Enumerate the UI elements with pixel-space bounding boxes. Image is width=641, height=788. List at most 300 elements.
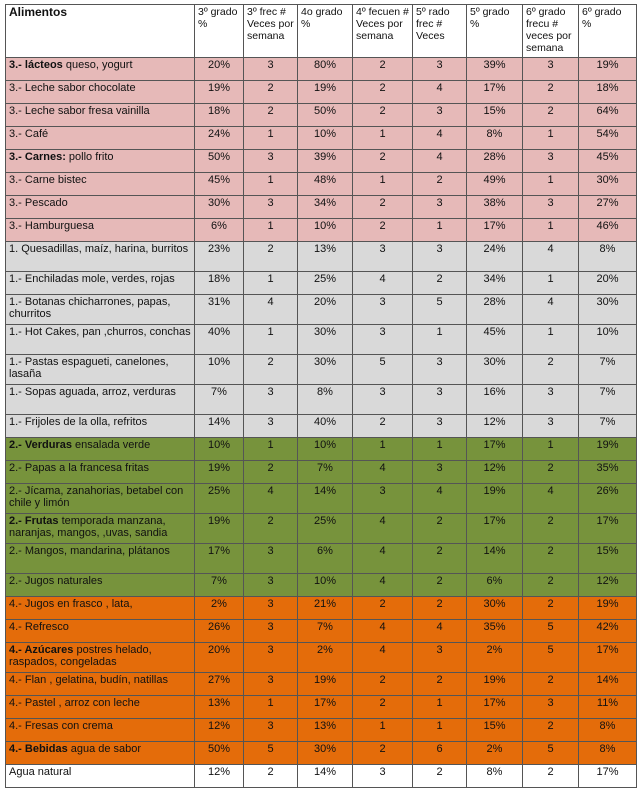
value-cell: 50% xyxy=(195,150,244,173)
header-column-6: 5º grado % xyxy=(467,5,523,58)
value-cell: 3 xyxy=(244,574,298,597)
value-cell: 12% xyxy=(195,719,244,742)
table-row xyxy=(6,643,637,673)
food-description: temporada manzana, naranjas, mangos, ,uvas, sandia xyxy=(9,515,168,539)
value-cell: 20% xyxy=(195,58,244,81)
value-cell: 30% xyxy=(467,597,523,620)
value-cell: 2 xyxy=(244,461,298,484)
value-cell: 30% xyxy=(298,355,353,385)
value-cell: 2 xyxy=(523,673,579,696)
value-cell: 3 xyxy=(353,295,413,325)
table-row xyxy=(6,219,637,242)
value-cell: 1 xyxy=(523,173,579,196)
value-cell: 2 xyxy=(523,765,579,788)
table-row xyxy=(6,544,637,574)
value-cell: 2 xyxy=(523,355,579,385)
value-cell: 2% xyxy=(298,643,353,673)
table-row xyxy=(6,484,637,514)
value-cell: 1 xyxy=(413,719,467,742)
value-cell: 19% xyxy=(195,461,244,484)
table-row xyxy=(6,104,637,127)
value-cell: 4 xyxy=(523,242,579,272)
value-cell: 2 xyxy=(244,514,298,544)
table-row xyxy=(6,461,637,484)
value-cell: 20% xyxy=(579,272,637,295)
value-cell: 3 xyxy=(244,385,298,415)
value-cell: 48% xyxy=(298,173,353,196)
table-row xyxy=(6,242,637,272)
table-row xyxy=(6,765,637,788)
value-cell: 1 xyxy=(353,173,413,196)
food-description: 4.- Fresas con crema xyxy=(9,720,113,732)
value-cell: 14% xyxy=(467,544,523,574)
food-name-cell xyxy=(6,438,195,461)
value-cell: 2 xyxy=(353,150,413,173)
value-cell: 3 xyxy=(413,415,467,438)
value-cell: 3 xyxy=(244,58,298,81)
food-name-cell xyxy=(6,461,195,484)
value-cell: 1 xyxy=(244,127,298,150)
food-name-cell xyxy=(6,514,195,544)
table-row xyxy=(6,355,637,385)
value-cell: 1 xyxy=(413,325,467,355)
food-description: 4.- Jugos en frasco , lata, xyxy=(9,598,133,610)
food-description: 1.- Hot Cakes, pan ,churros, conchas xyxy=(9,326,191,338)
value-cell: 8% xyxy=(579,742,637,765)
value-cell: 34% xyxy=(298,196,353,219)
value-cell: 2% xyxy=(467,742,523,765)
value-cell: 17% xyxy=(579,643,637,673)
header-row xyxy=(6,5,637,58)
table-row xyxy=(6,173,637,196)
value-cell: 4 xyxy=(353,461,413,484)
food-frequency-table xyxy=(5,4,637,788)
value-cell: 4 xyxy=(413,620,467,643)
food-name-cell xyxy=(6,295,195,325)
value-cell: 3 xyxy=(523,150,579,173)
value-cell: 23% xyxy=(195,242,244,272)
food-name-cell xyxy=(6,385,195,415)
food-description: 3.- Leche sabor fresa vainilla xyxy=(9,105,150,117)
value-cell: 2 xyxy=(413,272,467,295)
food-description: 2.- Mangos, mandarina, plátanos xyxy=(9,545,170,557)
value-cell: 26% xyxy=(579,484,637,514)
value-cell: 3 xyxy=(413,461,467,484)
value-cell: 2 xyxy=(523,597,579,620)
food-name-cell xyxy=(6,355,195,385)
value-cell: 3 xyxy=(523,415,579,438)
value-cell: 45% xyxy=(579,150,637,173)
value-cell: 1 xyxy=(523,325,579,355)
value-cell: 7% xyxy=(298,620,353,643)
food-name-cell xyxy=(6,173,195,196)
value-cell: 1 xyxy=(523,438,579,461)
food-description: 3.- Leche sabor chocolate xyxy=(9,82,136,94)
table-row xyxy=(6,127,637,150)
value-cell: 13% xyxy=(298,719,353,742)
table-body xyxy=(6,58,637,788)
value-cell: 12% xyxy=(195,765,244,788)
value-cell: 2% xyxy=(195,597,244,620)
table-row xyxy=(6,620,637,643)
value-cell: 1 xyxy=(244,219,298,242)
value-cell: 3 xyxy=(353,765,413,788)
value-cell: 2 xyxy=(523,514,579,544)
value-cell: 2 xyxy=(244,242,298,272)
food-group-label: 2.- Verduras xyxy=(9,439,72,451)
value-cell: 15% xyxy=(467,104,523,127)
value-cell: 6% xyxy=(195,219,244,242)
value-cell: 50% xyxy=(298,104,353,127)
value-cell: 45% xyxy=(195,173,244,196)
value-cell: 3 xyxy=(413,355,467,385)
value-cell: 1 xyxy=(353,438,413,461)
value-cell: 7% xyxy=(579,385,637,415)
value-cell: 21% xyxy=(298,597,353,620)
value-cell: 3 xyxy=(353,484,413,514)
food-name-cell xyxy=(6,544,195,574)
value-cell: 30% xyxy=(298,742,353,765)
food-name-cell xyxy=(6,81,195,104)
value-cell: 3 xyxy=(523,696,579,719)
value-cell: 7% xyxy=(298,461,353,484)
value-cell: 17% xyxy=(467,696,523,719)
value-cell: 1 xyxy=(523,219,579,242)
header-column-8: 6º grado % xyxy=(579,5,637,58)
value-cell: 30% xyxy=(195,196,244,219)
food-name-cell xyxy=(6,415,195,438)
value-cell: 15% xyxy=(467,719,523,742)
food-name-cell xyxy=(6,196,195,219)
value-cell: 10% xyxy=(298,438,353,461)
food-name-cell xyxy=(6,742,195,765)
value-cell: 19% xyxy=(195,514,244,544)
value-cell: 6% xyxy=(298,544,353,574)
value-cell: 2 xyxy=(523,719,579,742)
value-cell: 19% xyxy=(298,673,353,696)
table-row xyxy=(6,597,637,620)
value-cell: 2 xyxy=(523,461,579,484)
table-row xyxy=(6,385,637,415)
food-group-label: 4.- Azúcares xyxy=(9,644,74,656)
value-cell: 4 xyxy=(523,295,579,325)
value-cell: 26% xyxy=(195,620,244,643)
value-cell: 14% xyxy=(298,765,353,788)
food-name-cell xyxy=(6,58,195,81)
value-cell: 35% xyxy=(467,620,523,643)
value-cell: 4 xyxy=(413,150,467,173)
value-cell: 2 xyxy=(244,765,298,788)
value-cell: 38% xyxy=(467,196,523,219)
value-cell: 30% xyxy=(298,325,353,355)
value-cell: 40% xyxy=(195,325,244,355)
value-cell: 2 xyxy=(353,81,413,104)
value-cell: 39% xyxy=(298,150,353,173)
value-cell: 28% xyxy=(467,150,523,173)
value-cell: 3 xyxy=(244,597,298,620)
table-row xyxy=(6,81,637,104)
food-name-cell xyxy=(6,696,195,719)
value-cell: 4 xyxy=(353,272,413,295)
table-row xyxy=(6,295,637,325)
value-cell: 3 xyxy=(244,620,298,643)
value-cell: 18% xyxy=(579,81,637,104)
table-row xyxy=(6,272,637,295)
value-cell: 7% xyxy=(195,385,244,415)
value-cell: 2 xyxy=(353,104,413,127)
value-cell: 3 xyxy=(244,673,298,696)
value-cell: 14% xyxy=(298,484,353,514)
value-cell: 13% xyxy=(298,242,353,272)
food-description: 3.- Hamburguesa xyxy=(9,220,94,232)
value-cell: 6% xyxy=(467,574,523,597)
value-cell: 40% xyxy=(298,415,353,438)
food-group-label: 2.- Frutas xyxy=(9,515,59,527)
table-row xyxy=(6,325,637,355)
value-cell: 5 xyxy=(523,620,579,643)
value-cell: 19% xyxy=(467,484,523,514)
food-description: 1.- Botanas chicharrones, papas, churritos xyxy=(9,296,171,320)
food-description: 3.- Pescado xyxy=(9,197,68,209)
value-cell: 3 xyxy=(523,196,579,219)
value-cell: 8% xyxy=(467,127,523,150)
value-cell: 45% xyxy=(467,325,523,355)
value-cell: 12% xyxy=(467,461,523,484)
value-cell: 17% xyxy=(467,81,523,104)
value-cell: 3 xyxy=(523,58,579,81)
value-cell: 3 xyxy=(413,242,467,272)
value-cell: 10% xyxy=(195,438,244,461)
value-cell: 2 xyxy=(523,104,579,127)
food-description: 4.- Refresco xyxy=(9,621,69,633)
value-cell: 7% xyxy=(579,415,637,438)
value-cell: 17% xyxy=(467,514,523,544)
value-cell: 27% xyxy=(195,673,244,696)
value-cell: 3 xyxy=(413,58,467,81)
value-cell: 18% xyxy=(195,104,244,127)
value-cell: 3 xyxy=(244,544,298,574)
value-cell: 2 xyxy=(523,574,579,597)
value-cell: 34% xyxy=(467,272,523,295)
value-cell: 1 xyxy=(244,696,298,719)
value-cell: 3 xyxy=(353,325,413,355)
table-row xyxy=(6,438,637,461)
food-group-label: 3.- lácteos xyxy=(9,59,63,71)
value-cell: 10% xyxy=(579,325,637,355)
value-cell: 11% xyxy=(579,696,637,719)
food-name-cell xyxy=(6,643,195,673)
value-cell: 4 xyxy=(353,574,413,597)
value-cell: 1 xyxy=(244,272,298,295)
value-cell: 2% xyxy=(467,643,523,673)
table-row xyxy=(6,196,637,219)
value-cell: 2 xyxy=(413,173,467,196)
value-cell: 2 xyxy=(353,597,413,620)
value-cell: 2 xyxy=(523,544,579,574)
food-name-cell xyxy=(6,219,195,242)
value-cell: 20% xyxy=(195,643,244,673)
header-alimentos: Alimentos xyxy=(6,5,195,58)
food-name-cell xyxy=(6,597,195,620)
food-description: Agua natural xyxy=(9,766,72,778)
value-cell: 1 xyxy=(413,438,467,461)
value-cell: 1 xyxy=(523,272,579,295)
value-cell: 4 xyxy=(523,484,579,514)
value-cell: 2 xyxy=(353,415,413,438)
value-cell: 17% xyxy=(467,438,523,461)
value-cell: 19% xyxy=(579,597,637,620)
value-cell: 19% xyxy=(579,58,637,81)
value-cell: 35% xyxy=(579,461,637,484)
food-group-label: 3.- Carnes: xyxy=(9,151,66,163)
food-description: 2.- Jugos naturales xyxy=(9,575,103,587)
value-cell: 4 xyxy=(413,127,467,150)
value-cell: 20% xyxy=(298,295,353,325)
value-cell: 30% xyxy=(579,295,637,325)
value-cell: 2 xyxy=(353,696,413,719)
food-description: 4.- Flan , gelatina, budín, natillas xyxy=(9,674,168,686)
food-name-cell xyxy=(6,242,195,272)
value-cell: 17% xyxy=(579,514,637,544)
food-description: pollo frito xyxy=(65,151,114,163)
table-row xyxy=(6,150,637,173)
value-cell: 2 xyxy=(413,673,467,696)
value-cell: 2 xyxy=(244,81,298,104)
value-cell: 25% xyxy=(195,484,244,514)
value-cell: 12% xyxy=(467,415,523,438)
value-cell: 1 xyxy=(244,438,298,461)
value-cell: 1 xyxy=(413,219,467,242)
header-column-4: 4º fecuen # Veces por semana xyxy=(353,5,413,58)
food-name-cell xyxy=(6,272,195,295)
value-cell: 1 xyxy=(244,325,298,355)
value-cell: 19% xyxy=(467,673,523,696)
value-cell: 3 xyxy=(244,719,298,742)
value-cell: 8% xyxy=(298,385,353,415)
value-cell: 2 xyxy=(413,597,467,620)
value-cell: 4 xyxy=(353,544,413,574)
value-cell: 7% xyxy=(579,355,637,385)
header-column-7: 6º grado frecu # veces por semana xyxy=(523,5,579,58)
table-row xyxy=(6,514,637,544)
value-cell: 27% xyxy=(579,196,637,219)
value-cell: 1 xyxy=(523,127,579,150)
food-description: ensalada verde xyxy=(71,439,151,451)
value-cell: 3 xyxy=(353,242,413,272)
value-cell: 2 xyxy=(353,742,413,765)
value-cell: 2 xyxy=(413,765,467,788)
value-cell: 2 xyxy=(353,219,413,242)
value-cell: 4 xyxy=(413,81,467,104)
value-cell: 3 xyxy=(244,643,298,673)
food-description: 3.- Café xyxy=(9,128,49,140)
value-cell: 12% xyxy=(579,574,637,597)
food-name-cell xyxy=(6,673,195,696)
value-cell: 17% xyxy=(298,696,353,719)
value-cell: 2 xyxy=(413,574,467,597)
value-cell: 39% xyxy=(467,58,523,81)
food-description: 1.- Pastas espagueti, canelones, lasaña xyxy=(9,356,169,380)
header-column-5: 5º rado frec # Veces xyxy=(413,5,467,58)
value-cell: 10% xyxy=(298,127,353,150)
value-cell: 10% xyxy=(298,574,353,597)
food-name-cell xyxy=(6,719,195,742)
food-description: 4.- Pastel , arroz con leche xyxy=(9,697,140,709)
table-row xyxy=(6,415,637,438)
value-cell: 10% xyxy=(298,219,353,242)
value-cell: 19% xyxy=(298,81,353,104)
food-group-label: 4.- Bebidas xyxy=(9,743,68,755)
value-cell: 3 xyxy=(413,196,467,219)
food-name-cell xyxy=(6,325,195,355)
value-cell: 5 xyxy=(413,295,467,325)
value-cell: 2 xyxy=(353,196,413,219)
value-cell: 3 xyxy=(244,150,298,173)
value-cell: 4 xyxy=(244,484,298,514)
value-cell: 3 xyxy=(353,385,413,415)
food-description: postres helado, raspados, congeladas xyxy=(9,644,152,668)
value-cell: 6 xyxy=(413,742,467,765)
value-cell: 4 xyxy=(353,620,413,643)
value-cell: 50% xyxy=(195,742,244,765)
value-cell: 1 xyxy=(413,696,467,719)
value-cell: 2 xyxy=(353,673,413,696)
header-column-2: 3º frec # Veces por semana xyxy=(244,5,298,58)
value-cell: 24% xyxy=(467,242,523,272)
table-row xyxy=(6,719,637,742)
food-description: 1. Quesadillas, maíz, harina, burritos xyxy=(9,243,189,255)
value-cell: 5 xyxy=(353,355,413,385)
value-cell: 31% xyxy=(195,295,244,325)
value-cell: 3 xyxy=(413,385,467,415)
value-cell: 17% xyxy=(195,544,244,574)
value-cell: 1 xyxy=(353,719,413,742)
food-name-cell xyxy=(6,620,195,643)
value-cell: 3 xyxy=(244,196,298,219)
value-cell: 2 xyxy=(353,58,413,81)
food-description: 1.- Sopas aguada, arroz, verduras xyxy=(9,386,176,398)
value-cell: 25% xyxy=(298,514,353,544)
value-cell: 46% xyxy=(579,219,637,242)
food-description: 2.- Papas a la francesa fritas xyxy=(9,462,150,474)
value-cell: 3 xyxy=(413,643,467,673)
value-cell: 15% xyxy=(579,544,637,574)
value-cell: 8% xyxy=(467,765,523,788)
value-cell: 14% xyxy=(579,673,637,696)
header-column-1: 3º grado % xyxy=(195,5,244,58)
food-name-cell xyxy=(6,127,195,150)
food-description: queso, yogurt xyxy=(62,59,133,71)
table-row xyxy=(6,696,637,719)
value-cell: 19% xyxy=(195,81,244,104)
value-cell: 3 xyxy=(523,385,579,415)
food-description: 1.- Frijoles de la olla, refritos xyxy=(9,416,148,428)
table-row xyxy=(6,742,637,765)
food-name-cell xyxy=(6,104,195,127)
value-cell: 8% xyxy=(579,719,637,742)
food-name-cell xyxy=(6,484,195,514)
food-name-cell xyxy=(6,574,195,597)
value-cell: 2 xyxy=(244,355,298,385)
food-description: 1.- Enchiladas mole, verdes, rojas xyxy=(9,273,175,285)
value-cell: 1 xyxy=(353,127,413,150)
value-cell: 49% xyxy=(467,173,523,196)
food-description: 3.- Carne bistec xyxy=(9,174,87,186)
value-cell: 2 xyxy=(413,544,467,574)
value-cell: 17% xyxy=(467,219,523,242)
value-cell: 4 xyxy=(244,295,298,325)
value-cell: 25% xyxy=(298,272,353,295)
